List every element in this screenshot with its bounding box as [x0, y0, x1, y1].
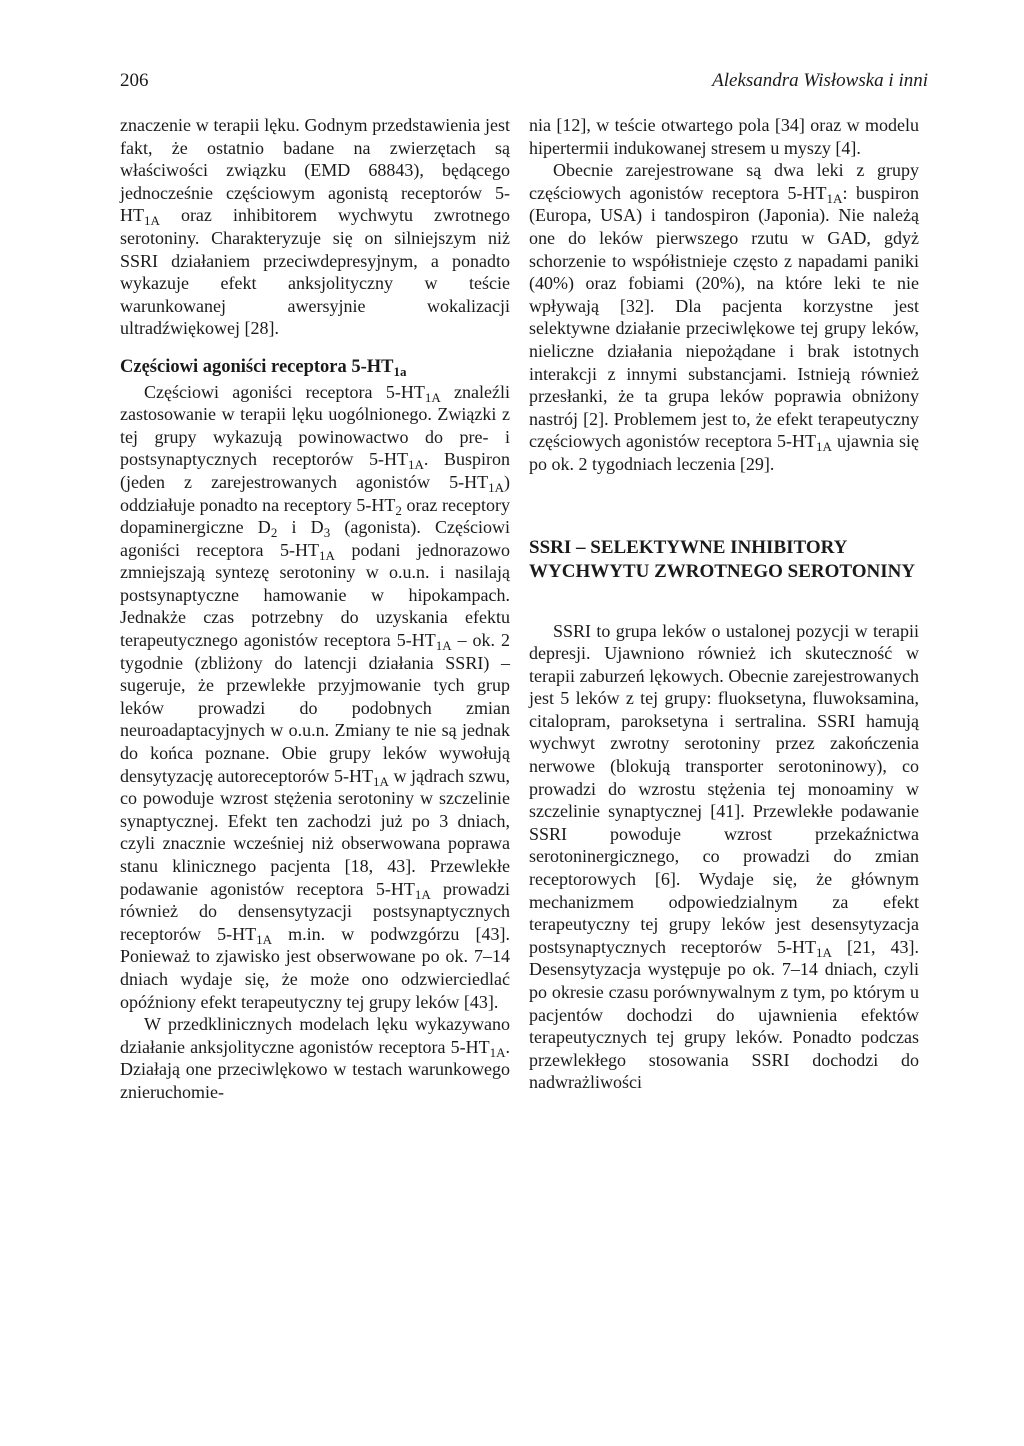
text-run: – ok. 2 tygodnie (zbliżony do latencji działania SSRI) – sugeruje, że przewlekłe przyjmowanie tych grup leków prowadzi do podobnych zmian neuroadaptacyjnych w o.u.n. Zmiany te nie są jednak do końca poznane. Obie grupy leków wywołują densytyzację autoreceptorów 5-HT — [120, 630, 510, 786]
text-run: znaleźli zastosowanie w terapii lęku uogólnionego. Związki z tej grupy wykazują powinowactwo do pre- i postsynaptycznych receptorów 5-HT — [120, 381, 510, 470]
page-number: 206 — [120, 70, 149, 91]
paragraph — [529, 620, 919, 1094]
subscript: 2 — [270, 525, 278, 541]
subscript: 1A — [144, 213, 160, 229]
subscript: 1A — [488, 479, 504, 495]
subheading — [120, 356, 510, 379]
text-run: : buspiron (Europa, USA) i tandospiron (Japonia). Nie należą one do leków pierwszego rzutu w GAD, gdyż schorzenie to współistnieje często z napadami paniki (40%) oraz fobiami (20%), na które leki te nie wpływają [32]. Dla pacjenta korzystne jest selektywne działanie przeciwlękowe tej grupy leków, nieliczne działania niepożądane i brak istotnych interakcji z innymi substancjami. Istnieją również przesłanki, że ta grupa leków poprawia obniżony nastrój [2]. Problemem jest to, że efekt terapeutyczny częściowych agonistów receptora 5-HT — [529, 182, 919, 452]
text-run: prowadzi również do densensytyzacji postsynaptycznych receptorów 5-HT — [120, 878, 510, 944]
subscript: 1A — [816, 439, 832, 455]
text-run: Częściowi agoniści receptora 5-HT — [144, 381, 425, 402]
subscript: 1A — [414, 886, 431, 902]
section-heading: SSRI – SELEKTYWNE INHIBITORY WYCHWYTU ZWROTNEGO SEROTONINY — [529, 536, 916, 582]
paragraph — [529, 114, 919, 159]
text-run: podani jednorazowo zmniejszają syntezę serotoniny w o.u.n. i nasilają postsynaptyczne hamowanie w hipokampach. Jednakże czas potrzebny do uzyskania efektu terapeutycznego agonistów receptora 5-HT — [120, 539, 511, 651]
text-run: w jądrach szwu, co powoduje wzrost stężenia serotoniny w szczelinie synaptycznej. Efekt ten zachodzi już po 3 dniach, czyli znacznie wcześniej niż obserwowana poprawa stanu klinicznego pacjenta [18, 43]. Przewlekłe podawanie agonistów receptora 5-HT — [120, 765, 510, 899]
left-column — [120, 114, 510, 1104]
text-run: SSRI to grupa leków o ustalonej pozycji w terapii depresji. Ujawniono również ich skuteczność w terapii zaburzeń lękowych. Obecnie zarejestrowanych jest 5 leków z tej grupy: fluoksetyna, fluwoksamina, citalopram, paroksetyna i sertralina. SSRI hamują wychwyt zwrotny serotoniny przez zakończenia nerwowe (blokują transporter serotoninowy), co prowadzi do wzrostu stężenia tej monoaminy w szczelinie synaptycznej [41]. Przewlekłe podawanie SSRI powoduje wzrost przekaźnictwa serotoninergicznego, co prowadzi do zmian receptorowych [6]. Wydaje się, że głównym mechanizmem odpowiedzialnym za efekt terapeutyczny tej grupy leków jest desensytyzacja postsynaptycznych receptorów 5-HT — [529, 620, 919, 957]
text-run: (agonista). Częściowi agoniści receptora 5-HT — [120, 517, 511, 560]
text-run: nia [12], w teście otwartego pola [34] oraz w modelu hipertermii indukowanej stresem u myszy [4]. — [529, 115, 919, 158]
running-head: Aleksandra Wisłowska i inni — [712, 70, 928, 91]
subscript: 1A — [373, 773, 389, 789]
paragraph — [120, 381, 510, 1014]
text-run: Częściowi agoniści receptora 5-HT — [120, 356, 394, 377]
paragraph — [120, 114, 510, 340]
subscript: 1A — [435, 638, 452, 654]
subscript: 1A — [408, 457, 424, 473]
text-run: [21, 43]. Desensytyzacja występuje po ok. 7–14 dniach, czyli po okresie czasu porównywalnym z tym, po którym u pacjentów dochodzi do ujawnienia efektów terapeutycznych tej grupy leków. Ponadto podczas przewlekłego stosowania SSRI dochodzi do nadwrażliwości — [529, 936, 919, 1093]
subscript: 1A — [816, 944, 832, 960]
text-run: . Działają one przeciwlękowo w testach warunkowego znieruchomie- — [120, 1036, 510, 1102]
text-run: Obecnie zarejestrowane są dwa leki z grupy częściowych agonistów receptora 5-HT — [529, 160, 919, 203]
paragraph — [120, 1013, 510, 1103]
subscript: 1A — [424, 389, 441, 405]
text-run: ) oddziałuje ponadto na receptory 5-HT — [120, 471, 510, 515]
text-run: oraz receptory dopaminergiczne D — [120, 494, 510, 538]
text-run: znaczenie w terapii lęku. Godnym przedstawienia jest fakt, że ostatnio badane na zwierzętach są właściwości związku (EMD 68843), będącego jednocześnie częściowym agonistą receptorów 5-HT — [120, 115, 510, 226]
subscript: 1A — [319, 547, 335, 563]
subscript: 1A — [826, 190, 843, 206]
right-column — [529, 114, 919, 1094]
text-run: oraz inhibitorem wychwytu zwrotnego serotoniny. Charakteryzuje się on silniejszym niż SSRI działaniem przeciwdepresyjnym, a ponadto wykazuje efekt anksjolityczny w teście warunkowanej awersyjnie wokalizacji ultradźwiękowej [28]. — [120, 205, 510, 339]
paragraph — [529, 159, 919, 475]
text-run: . Buspiron (jeden z zarejestrowanych agonistów 5-HT — [120, 449, 510, 492]
subscript: 1A — [489, 1044, 506, 1060]
text-run: ujawnia się po ok. 2 tygodniach leczenia [29]. — [529, 431, 919, 474]
subscript: 2 — [395, 502, 402, 518]
text-run: i D — [277, 517, 324, 538]
text-run: W przedklinicznych modelach lęku wykazywano działanie anksjolityczne agonistów receptora 5-HT — [120, 1014, 510, 1057]
subscript: 1A — [256, 931, 272, 947]
text-run: m.in. w podwzgórzu [43]. Ponieważ to zjawisko jest obserwowane po ok. 7–14 dniach wydaje się, że może ono odzwierciedlać opóźniony efekt terapeutyczny tej grupy leków [43]. — [120, 923, 510, 1012]
subscript: 3 — [323, 525, 331, 541]
subscript: 1a — [393, 363, 407, 379]
